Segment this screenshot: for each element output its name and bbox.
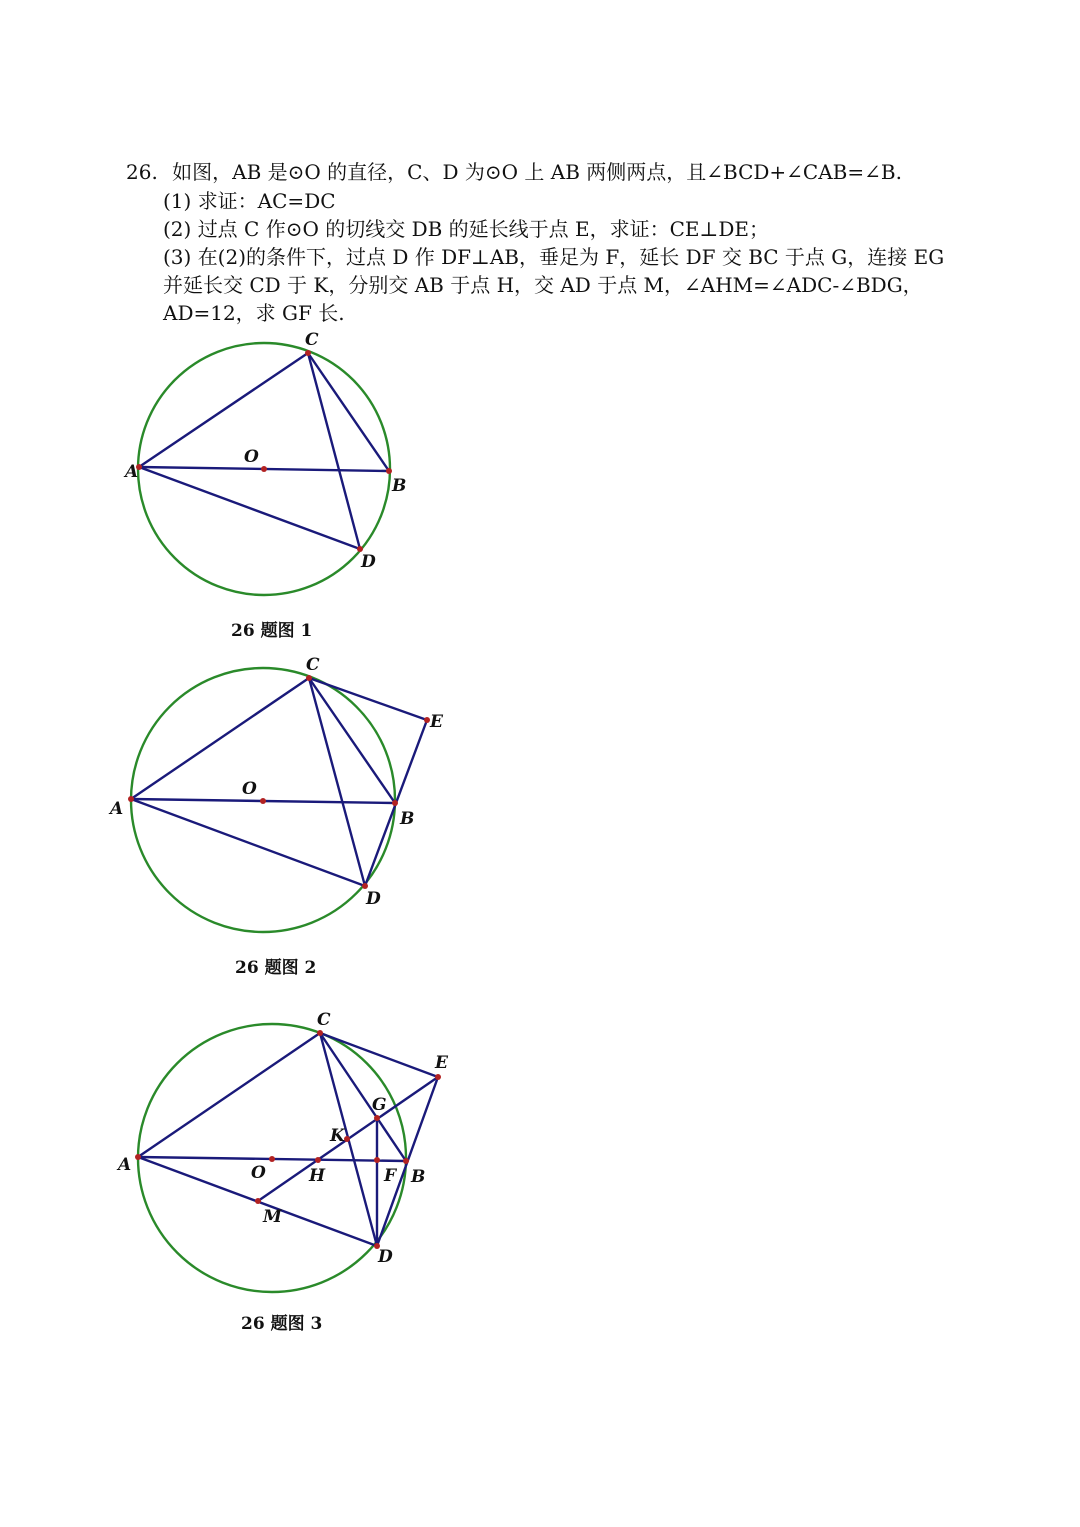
fig3-segment-ce [320,1033,438,1077]
fig2-label-e: E [430,712,443,732]
fig3-label-g: G [372,1095,387,1115]
fig2-label-c: C [306,655,320,675]
problem-stem: 如图，AB 是⊙O 的直径，C、D 为⊙O 上 AB 两侧两点，且∠BCD+∠CAB=∠B. [172,160,902,184]
fig3-label-h: H [309,1166,326,1186]
fig3-point-o [269,1156,275,1162]
fig3-point-h [315,1157,321,1163]
fig3-label-m: M [263,1207,282,1227]
fig3-point-k [344,1136,350,1142]
part-3-line-2: 并延长交 CD 于 K，分别交 AB 于点 H，交 AD 于点 M，∠AHM=∠ADC-∠BDG， [163,273,923,297]
fig2-label-a: A [110,799,124,819]
fig1-label-b: B [392,476,407,496]
fig1-label-a: A [125,462,139,482]
fig2-label-o: O [242,779,257,799]
fig3-label-f: F [384,1166,397,1186]
part-2: (2) 过点 C 作⊙O 的切线交 DB 的延长线于点 E，求证：CE⊥DE； [163,217,769,241]
problem-number: 26. [126,160,158,184]
fig1-label-c: C [305,330,319,350]
fig3-point-f [374,1157,380,1163]
fig1-label-o: O [244,447,259,467]
fig1-label-d: D [361,552,376,572]
fig3-point-m [255,1198,261,1204]
part-1: (1) 求证：AC=DC [163,189,336,213]
fig3-label-b: B [411,1167,426,1187]
figure-1-caption: 26 题图 1 [231,621,313,641]
fig3-point-a [135,1154,141,1160]
fig3-label-k: K [330,1126,345,1146]
figure-3-caption: 26 题图 3 [241,1314,323,1334]
fig3-label-d: D [378,1247,393,1267]
fig3-segment-ac [138,1033,320,1157]
figure-2-caption: 26 题图 2 [235,958,317,978]
fig3-point-c [317,1030,323,1036]
part-3-line-3: AD=12，求 GF 长. [163,301,345,325]
part-3-line-1: (3) 在(2)的条件下，过点 D 作 DF⊥AB，垂足为 F，延长 DF 交 BC 于点 G，连接 EG [163,245,945,269]
fig3-label-a: A [118,1155,132,1175]
fig3-label-o: O [251,1163,266,1183]
fig3-label-c: C [317,1010,331,1030]
fig3-point-e [435,1074,441,1080]
fig3-point-b [403,1158,409,1164]
fig3-label-e: E [435,1053,448,1073]
fig2-label-b: B [400,809,415,829]
fig3-point-g [374,1115,380,1121]
fig2-label-d: D [366,889,381,909]
